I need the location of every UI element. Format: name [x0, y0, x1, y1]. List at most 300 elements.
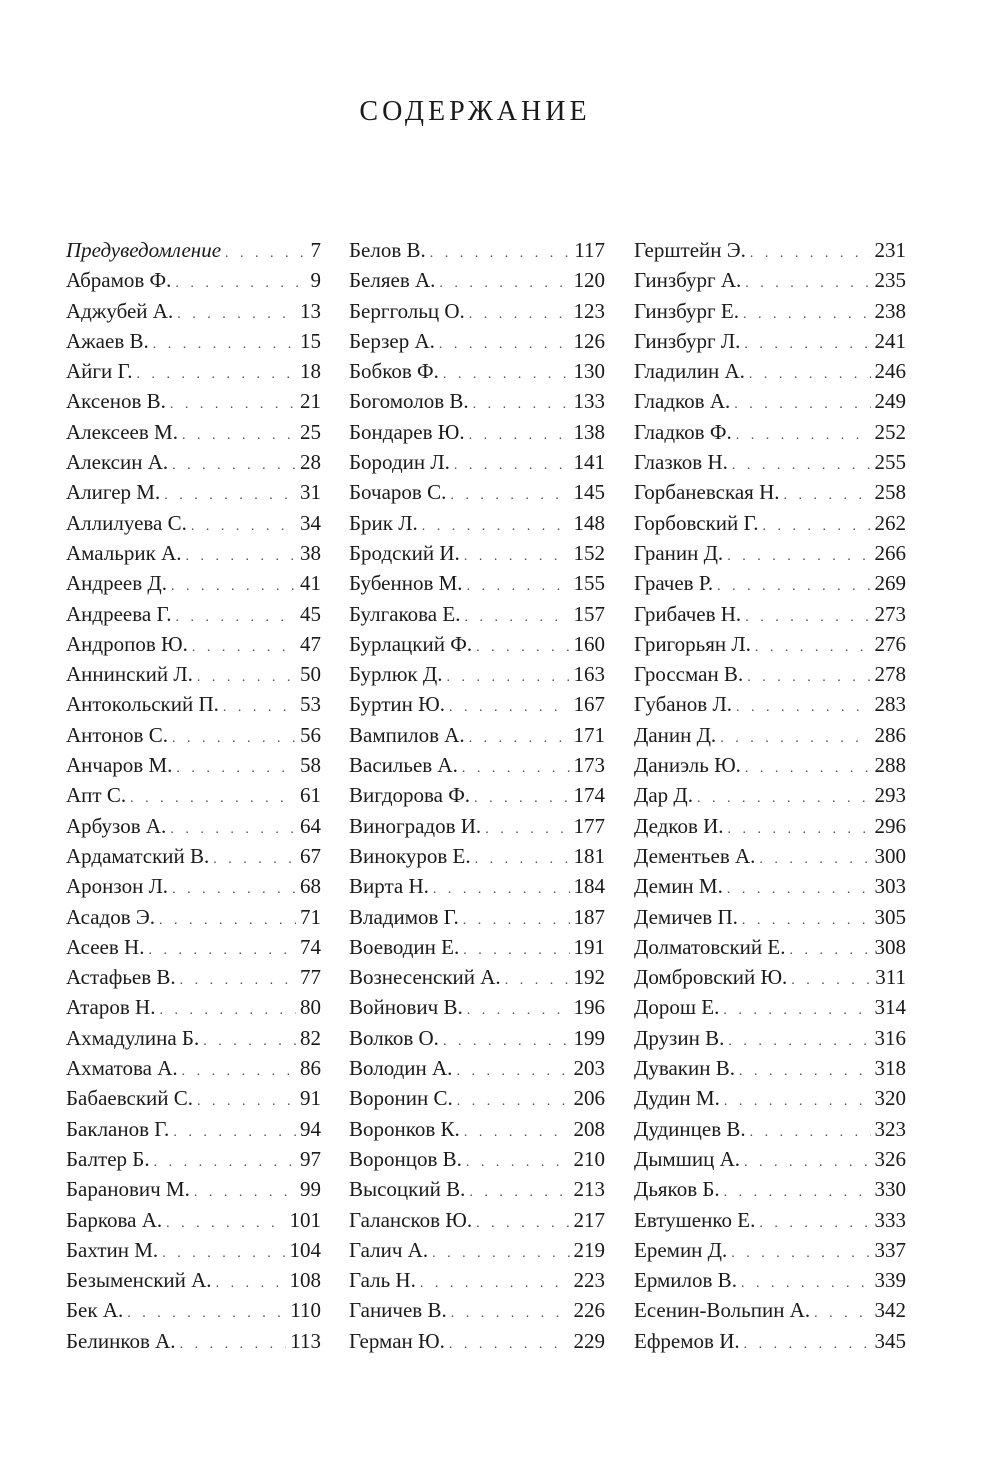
toc-entry-name: Дементьев А.: [634, 843, 756, 868]
toc-leader-dots: [162, 1246, 285, 1262]
toc-entry-name: Предуведомление: [66, 238, 222, 262]
toc-entry-page: 7: [310, 238, 321, 262]
toc-entry[interactable]: [634, 935, 906, 965]
toc-entry-page: 13: [300, 298, 321, 323]
toc-entry-name: Ажаев В.: [66, 328, 149, 353]
toc-entry-page: 117: [574, 238, 605, 262]
toc-entry[interactable]: [634, 1208, 906, 1238]
toc-leader-dots: [182, 1064, 296, 1080]
toc-entry-page: 50: [300, 662, 321, 687]
toc-entry-page: 229: [573, 1328, 605, 1353]
toc-leader-dots: [724, 1094, 871, 1110]
toc-entry[interactable]: [66, 905, 321, 935]
toc-entry[interactable]: [349, 299, 605, 329]
toc-entry[interactable]: [349, 602, 605, 632]
toc-entry[interactable]: [66, 814, 321, 844]
toc-entry-page: 276: [874, 631, 906, 656]
toc-entry-name: Аронзон Л.: [66, 874, 169, 899]
toc-entry-page: 67: [300, 843, 321, 868]
toc-leader-dots: [724, 1185, 871, 1201]
toc-entry-name: Высоцкий В.: [349, 1177, 466, 1202]
toc-leader-dots: [732, 458, 871, 474]
toc-entry-name: Бурлацкий Ф.: [349, 631, 473, 656]
toc-leader-dots: [736, 700, 871, 716]
toc-entry[interactable]: [349, 1329, 605, 1359]
toc-entry[interactable]: [634, 1268, 906, 1298]
toc-entry-page: 152: [573, 540, 605, 565]
toc-entry[interactable]: [634, 1117, 906, 1147]
toc-entry-page: 311: [875, 965, 906, 990]
toc-entry[interactable]: [634, 480, 906, 510]
toc-entry-page: 120: [573, 268, 605, 293]
toc-entry[interactable]: [66, 783, 321, 813]
toc-entry[interactable]: [66, 511, 321, 541]
toc-leader-dots: [485, 822, 569, 838]
toc-entry[interactable]: [349, 268, 605, 298]
toc-leader-dots: [731, 1246, 870, 1262]
toc-entry[interactable]: [634, 1329, 906, 1359]
toc-entry[interactable]: [66, 1147, 321, 1177]
toc-entry[interactable]: [349, 935, 605, 965]
toc-entry-name: Абрамов Ф.: [66, 268, 172, 293]
toc-entry[interactable]: [634, 1147, 906, 1177]
toc-leader-dots: [736, 428, 871, 444]
toc-entry-name: Дудин М.: [634, 1086, 720, 1111]
toc-leader-dots: [742, 913, 871, 929]
toc-leader-dots: [463, 913, 570, 929]
toc-entry-name: Андреев Д.: [66, 571, 167, 596]
toc-leader-dots: [176, 761, 296, 777]
toc-entry[interactable]: [66, 692, 321, 722]
toc-leader-dots: [745, 610, 870, 626]
toc-entry-name: Бурлюк Д.: [349, 662, 443, 687]
toc-leader-dots: [734, 397, 870, 413]
toc-leader-dots: [476, 1216, 569, 1232]
toc-leader-dots: [763, 519, 871, 535]
toc-entry-name: Воронцов В.: [349, 1146, 462, 1171]
toc-leader-dots: [464, 610, 569, 626]
toc-entry[interactable]: [66, 1056, 321, 1086]
toc-entry-name: Безыменский А.: [66, 1268, 212, 1293]
toc-entry[interactable]: [634, 389, 906, 419]
toc-leader-dots: [449, 700, 570, 716]
toc-entry-page: 86: [300, 1056, 321, 1081]
toc-leader-dots: [469, 1185, 569, 1201]
toc-entry-name: Дудинцев В.: [634, 1116, 746, 1141]
toc-entry-page: 53: [300, 692, 321, 717]
toc-entry[interactable]: [349, 480, 605, 510]
toc-leader-dots: [456, 1064, 569, 1080]
toc-entry-name: Гранин Д.: [634, 540, 724, 565]
toc-entry[interactable]: [66, 329, 321, 359]
toc-entry[interactable]: [634, 268, 906, 298]
toc-entry[interactable]: [349, 965, 605, 995]
toc-entry-name: Даниэль Ю.: [634, 753, 741, 778]
toc-entry[interactable]: [66, 1026, 321, 1056]
toc-leader-dots: [475, 852, 570, 868]
toc-leader-dots: [153, 337, 296, 353]
toc-entry-name: Виноградов И.: [349, 813, 482, 838]
toc-entry[interactable]: [349, 511, 605, 541]
toc-entry-page: 18: [300, 359, 321, 384]
toc-entry-page: 174: [573, 783, 605, 808]
toc-entry[interactable]: [634, 1238, 906, 1268]
toc-entry-page: 330: [874, 1177, 906, 1202]
toc-leader-dots: [476, 640, 569, 656]
toc-leader-dots: [446, 670, 569, 686]
toc-entry-name: Булгакова Е.: [349, 601, 461, 626]
toc-entry-name: Ермилов В.: [634, 1268, 737, 1293]
toc-entry[interactable]: [634, 359, 906, 389]
toc-leader-dots: [789, 943, 870, 959]
toc-entry-page: 303: [874, 874, 906, 899]
toc-entry[interactable]: [66, 1086, 321, 1116]
toc-entry[interactable]: [349, 541, 605, 571]
toc-entry-page: 47: [300, 631, 321, 656]
toc-leader-dots: [166, 1216, 285, 1232]
toc-entry-page: 255: [874, 450, 906, 475]
toc-entry[interactable]: [634, 299, 906, 329]
toc-leader-dots: [420, 1276, 570, 1292]
toc-entry[interactable]: [66, 935, 321, 965]
toc-entry-page: 283: [874, 692, 906, 717]
toc-entry-page: 61: [300, 783, 321, 808]
toc-leader-dots: [814, 1306, 870, 1322]
toc-entry[interactable]: [349, 1026, 605, 1056]
toc-entry[interactable]: [349, 692, 605, 722]
toc-entry[interactable]: [66, 420, 321, 450]
toc-entry[interactable]: [349, 753, 605, 783]
toc-entry[interactable]: [349, 238, 605, 268]
toc-leader-dots: [175, 276, 306, 292]
toc-leader-dots: [432, 1246, 569, 1262]
toc-column-3: [634, 238, 906, 1359]
toc-entry[interactable]: [634, 965, 906, 995]
toc-entry-page: 223: [573, 1268, 605, 1293]
toc-entry-name: Арбузов А.: [66, 813, 167, 838]
toc-entry[interactable]: [349, 1177, 605, 1207]
toc-leader-dots: [723, 1003, 870, 1019]
toc-entry[interactable]: [66, 450, 321, 480]
toc-entry-page: 94: [300, 1116, 321, 1141]
toc-entry-page: 68: [300, 874, 321, 899]
toc-entry[interactable]: [634, 814, 906, 844]
toc-leader-dots: [744, 337, 870, 353]
toc-entry[interactable]: [66, 1268, 321, 1298]
toc-entry[interactable]: [634, 420, 906, 450]
toc-leader-dots: [755, 640, 871, 656]
toc-entry[interactable]: [66, 662, 321, 692]
toc-entry[interactable]: [634, 662, 906, 692]
toc-entry-page: 80: [300, 995, 321, 1020]
toc-entry[interactable]: [349, 1117, 605, 1147]
toc-entry-name: Дьяков Б.: [634, 1177, 720, 1202]
toc-entry-page: 203: [573, 1056, 605, 1081]
toc-entry[interactable]: [66, 299, 321, 329]
toc-entry[interactable]: [349, 1208, 605, 1238]
toc-leader-dots: [197, 670, 296, 686]
toc-leader-dots: [791, 973, 871, 989]
toc-entry[interactable]: [634, 1177, 906, 1207]
toc-leader-dots: [759, 1216, 870, 1232]
toc-entry[interactable]: [634, 1086, 906, 1116]
toc-entry-page: 104: [289, 1237, 321, 1262]
toc-entry-name: Асадов Э.: [66, 904, 156, 929]
toc-entry[interactable]: [349, 723, 605, 753]
toc-entry[interactable]: [634, 995, 906, 1025]
toc-entry[interactable]: [349, 1298, 605, 1328]
toc-leader-dots: [225, 246, 306, 262]
toc-entry-page: 148: [573, 510, 605, 535]
toc-entry-name: Друзин В.: [634, 1025, 725, 1050]
toc-entry-page: 345: [874, 1328, 906, 1353]
toc-entry[interactable]: [66, 1298, 321, 1328]
toc-entry-page: 25: [300, 419, 321, 444]
toc-entry-page: 196: [573, 995, 605, 1020]
toc-entry[interactable]: [634, 541, 906, 571]
toc-entry-page: 210: [573, 1146, 605, 1171]
toc-entry[interactable]: [66, 1329, 321, 1359]
toc-entry-page: 293: [874, 783, 906, 808]
toc-entry-name: Демин М.: [634, 874, 723, 899]
toc-entry-name: Ардаматский В.: [66, 843, 210, 868]
toc-entry-name: Владимов Г.: [349, 904, 459, 929]
toc-leader-dots: [467, 579, 570, 595]
toc-entry[interactable]: [634, 632, 906, 662]
toc-entry-page: 99: [300, 1177, 321, 1202]
toc-entry-page: 238: [874, 298, 906, 323]
toc-entry[interactable]: [66, 965, 321, 995]
toc-leader-dots: [745, 761, 871, 777]
toc-entry[interactable]: [349, 874, 605, 904]
toc-entry[interactable]: [634, 874, 906, 904]
toc-entry-name: Дорош Е.: [634, 995, 720, 1020]
toc-entry[interactable]: [66, 268, 321, 298]
toc-entry[interactable]: [66, 632, 321, 662]
toc-entry-page: 337: [874, 1237, 906, 1262]
toc-entry[interactable]: [66, 389, 321, 419]
toc-leader-dots: [194, 1185, 296, 1201]
toc-entry-name: Горбаневская Н.: [634, 480, 780, 505]
toc-entry[interactable]: [349, 905, 605, 935]
toc-entry[interactable]: [634, 238, 906, 268]
toc-entry[interactable]: [66, 602, 321, 632]
toc-entry[interactable]: [66, 1238, 321, 1268]
toc-entry[interactable]: [634, 450, 906, 480]
toc-entry[interactable]: [634, 723, 906, 753]
toc-entry-page: 213: [573, 1177, 605, 1202]
toc-entry-page: 130: [573, 359, 605, 384]
toc-entry[interactable]: [349, 389, 605, 419]
toc-entry-page: 21: [300, 389, 321, 414]
toc-leader-dots: [464, 1125, 570, 1141]
toc-leader-dots: [216, 1276, 286, 1292]
toc-entry[interactable]: [349, 571, 605, 601]
toc-entry-page: 64: [300, 813, 321, 838]
toc-leader-dots: [443, 1034, 570, 1050]
toc-leader-dots: [430, 246, 570, 262]
toc-entry-page: 326: [874, 1146, 906, 1171]
toc-leader-dots: [454, 458, 570, 474]
toc-leader-dots: [469, 307, 570, 323]
toc-leader-dots: [182, 428, 296, 444]
toc-entry[interactable]: [349, 1268, 605, 1298]
toc-entry[interactable]: [66, 1177, 321, 1207]
toc-entry-page: 177: [573, 813, 605, 838]
toc-leader-dots: [177, 307, 296, 323]
toc-leader-dots: [741, 1276, 871, 1292]
toc-entry[interactable]: [349, 1147, 605, 1177]
toc-entry[interactable]: [349, 844, 605, 874]
toc-entry-name: Демичев П.: [634, 904, 738, 929]
toc-entry[interactable]: [66, 1117, 321, 1147]
toc-entry-name: Грачев Р.: [634, 571, 714, 596]
toc-entry-name: Ефремов И.: [634, 1328, 740, 1353]
toc-entry-page: 58: [300, 753, 321, 778]
toc-entry[interactable]: [349, 814, 605, 844]
toc-entry-page: 173: [573, 753, 605, 778]
toc-entry-name: Дувакин В.: [634, 1056, 735, 1081]
toc-entry[interactable]: [349, 783, 605, 813]
toc-entry[interactable]: [349, 1056, 605, 1086]
toc-entry-name: Апт С.: [66, 783, 127, 808]
toc-entry[interactable]: [634, 1026, 906, 1056]
toc-entry[interactable]: [349, 632, 605, 662]
toc-entry-page: 91: [300, 1086, 321, 1111]
toc-entry-name: Аксенов В.: [66, 389, 166, 414]
toc-leader-dots: [443, 367, 570, 383]
toc-leader-dots: [192, 640, 296, 656]
toc-leader-dots: [223, 700, 296, 716]
toc-leader-dots: [728, 1034, 870, 1050]
toc-entry[interactable]: [634, 783, 906, 813]
toc-entry-name: Аннинский Л.: [66, 662, 193, 687]
toc-entry-page: 273: [874, 601, 906, 626]
toc-entry-page: 181: [573, 843, 605, 868]
toc-entry[interactable]: [66, 723, 321, 753]
toc-entry[interactable]: [66, 480, 321, 510]
toc-entry-name: Аджубей А.: [66, 298, 174, 323]
toc-entry-page: 231: [874, 238, 906, 262]
toc-entry-page: 41: [300, 571, 321, 596]
toc-entry[interactable]: [634, 844, 906, 874]
toc-entry[interactable]: [66, 1208, 321, 1238]
toc-entry-page: 208: [573, 1116, 605, 1141]
toc-entry[interactable]: [66, 238, 321, 268]
toc-entry[interactable]: [66, 359, 321, 389]
toc-entry-name: Антонов С.: [66, 722, 168, 747]
toc-entry-name: Алигер М.: [66, 480, 161, 505]
toc-entry-name: Грибачев Н.: [634, 601, 742, 626]
toc-entry-name: Воронин С.: [349, 1086, 453, 1111]
toc-entry-name: Берзер А.: [349, 328, 435, 353]
toc-leader-dots: [451, 1306, 570, 1322]
toc-entry[interactable]: [66, 995, 321, 1025]
toc-leader-dots: [180, 973, 296, 989]
toc-entry[interactable]: [634, 1298, 906, 1328]
toc-leader-dots: [747, 670, 870, 686]
toc-entry-name: Берггольц О.: [349, 298, 465, 323]
toc-entry-name: Гладилин А.: [634, 359, 745, 384]
toc-entry[interactable]: [349, 359, 605, 389]
toc-leader-dots: [743, 307, 871, 323]
toc-leader-dots: [203, 1034, 296, 1050]
toc-entry[interactable]: [349, 995, 605, 1025]
toc-entry[interactable]: [349, 450, 605, 480]
toc-entry-name: Богомолов В.: [349, 389, 469, 414]
toc-entry-page: 217: [573, 1207, 605, 1232]
toc-entry-name: Винокуров Е.: [349, 843, 471, 868]
toc-entry[interactable]: [349, 662, 605, 692]
toc-entry[interactable]: [349, 420, 605, 450]
toc-leader-dots: [422, 519, 570, 535]
toc-entry[interactable]: [634, 692, 906, 722]
toc-leader-dots: [159, 913, 296, 929]
toc-entry-page: 262: [874, 510, 906, 535]
toc-leader-dots: [744, 1155, 870, 1171]
toc-entry[interactable]: [66, 541, 321, 571]
toc-entry-page: 241: [874, 328, 906, 353]
toc-leader-dots: [463, 943, 569, 959]
toc-entry-name: Андропов Ю.: [66, 631, 188, 656]
toc-entry[interactable]: [634, 329, 906, 359]
toc-leader-dots: [164, 488, 296, 504]
toc-entry[interactable]: [349, 1238, 605, 1268]
toc-leader-dots: [505, 973, 570, 989]
toc-leader-dots: [464, 549, 570, 565]
toc-entry[interactable]: [66, 844, 321, 874]
toc-leader-dots: [130, 791, 296, 807]
toc-leader-dots: [172, 731, 296, 747]
toc-leader-dots: [474, 791, 569, 807]
toc-entry-name: Дар Д.: [634, 783, 693, 808]
toc-entry-page: 9: [310, 268, 321, 293]
toc-leader-dots: [439, 337, 570, 353]
toc-entry[interactable]: [634, 753, 906, 783]
toc-entry-name: Бек А.: [66, 1298, 124, 1323]
toc-entry[interactable]: [634, 571, 906, 601]
toc-entry-name: Бубеннов М.: [349, 571, 463, 596]
toc-entry-page: 163: [573, 662, 605, 687]
toc-entry[interactable]: [634, 511, 906, 541]
toc-entry-page: 184: [573, 874, 605, 899]
toc-entry[interactable]: [66, 874, 321, 904]
toc-entry-name: Герман Ю.: [349, 1328, 445, 1353]
toc-entry-page: 278: [874, 662, 906, 687]
toc-entry-page: 342: [874, 1298, 906, 1323]
toc-entry[interactable]: [634, 602, 906, 632]
toc-entry-name: Еремин Д.: [634, 1237, 728, 1262]
toc-entry-page: 34: [300, 510, 321, 535]
toc-entry-page: 113: [290, 1328, 321, 1353]
toc-leader-dots: [727, 549, 870, 565]
toc-entry-page: 318: [874, 1056, 906, 1081]
toc-entry-name: Бакланов Г.: [66, 1116, 170, 1141]
toc-entry-page: 28: [300, 450, 321, 475]
toc-entry[interactable]: [634, 905, 906, 935]
toc-leader-dots: [720, 731, 870, 747]
toc-entry[interactable]: [66, 753, 321, 783]
toc-entry[interactable]: [349, 329, 605, 359]
toc-entry[interactable]: [66, 571, 321, 601]
toc-entry[interactable]: [634, 1056, 906, 1086]
toc-entry-page: 171: [573, 722, 605, 747]
toc-leader-dots: [467, 1003, 570, 1019]
toc-leader-dots: [728, 822, 871, 838]
toc-entry[interactable]: [349, 1086, 605, 1116]
toc-leader-dots: [759, 852, 870, 868]
toc-entry-name: Воеводин Е.: [349, 934, 460, 959]
